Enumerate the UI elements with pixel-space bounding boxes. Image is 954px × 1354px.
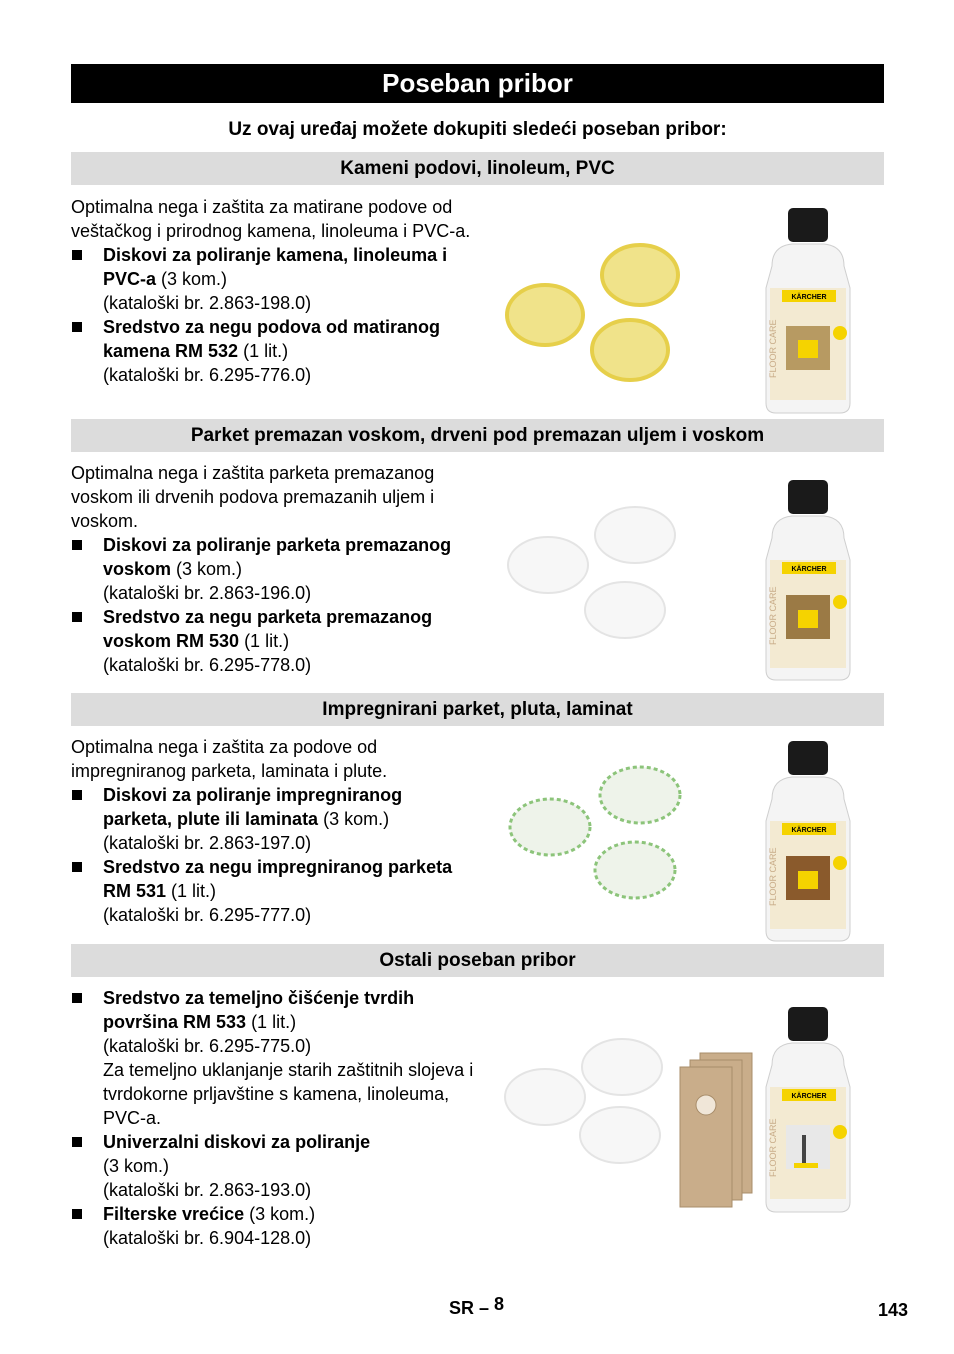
item-quantity: (1 lit.) — [246, 1012, 297, 1032]
section-heading-other: Ostali poseban pribor — [71, 944, 884, 977]
item-quantity: (1 lit.) — [166, 881, 217, 901]
item-catalog: (kataloški br. 2.863-193.0) — [103, 1180, 312, 1200]
item-catalog: (kataloški br. 2.863-198.0) — [103, 293, 312, 313]
product-illustration — [500, 470, 870, 685]
svg-text:FLOOR CARE: FLOOR CARE — [768, 847, 778, 906]
item-quantity: (3 kom.) — [244, 1204, 316, 1224]
product-illustration — [500, 200, 870, 415]
item-quantity: (3 kom.) — [156, 269, 228, 289]
svg-text:FLOOR CARE: FLOOR CARE — [768, 586, 778, 645]
item-name: Filterske vrećice — [103, 1204, 245, 1224]
list-item — [71, 243, 471, 315]
item-catalog: (kataloški br. 6.295-775.0) — [103, 1036, 312, 1056]
section-heading-stone: Kameni podovi, linoleum, PVC — [71, 152, 884, 185]
footer-language: SR – 8 — [449, 1294, 505, 1318]
section-heading-impregnated: Impregnirani parket, pluta, laminat — [71, 693, 884, 726]
polishing-pads-icon — [505, 1039, 662, 1163]
section-text-stone — [71, 195, 471, 387]
page-number: 143 — [878, 1300, 909, 1320]
section-description: Optimalna nega i zaštita za matirane podove od veštačkog i prirodnog kamena, linoleuma i PVC-a. — [71, 197, 471, 241]
item-catalog: (kataloški br. 2.863-197.0) — [103, 833, 312, 853]
section-heading-wax-parquet: Parket premazan voskom, drveni pod premazan uljem i voskom — [71, 419, 884, 452]
page-title: Poseban pribor — [71, 64, 884, 103]
care-bottle-icon — [766, 480, 850, 680]
item-name: Sredstvo za negu parketa premazanog voskom RM 530 — [103, 607, 433, 651]
item-name: Diskovi za poliranje parketa premazanog voskom — [103, 535, 452, 579]
list-item — [71, 1130, 481, 1202]
item-catalog: (kataloški br. 2.863-196.0) — [103, 583, 312, 603]
filter-bags-icon — [680, 1053, 752, 1207]
svg-text:FLOOR CARE: FLOOR CARE — [768, 1118, 778, 1177]
product-image-other — [500, 1005, 870, 1220]
care-bottle-icon — [766, 208, 850, 413]
polishing-pads-icon — [510, 767, 680, 898]
item-name: Diskovi za poliranje kamena, linoleuma i PVC-a — [103, 245, 448, 289]
item-catalog: (kataloški br. 6.295-776.0) — [103, 365, 312, 385]
polishing-pads-icon — [508, 507, 675, 638]
svg-text:KÄRCHER: KÄRCHER — [791, 1093, 827, 1100]
item-quantity: (3 kom.) — [318, 809, 390, 829]
polishing-pads-icon — [507, 245, 678, 380]
list-item — [71, 315, 471, 387]
care-bottle-icon — [766, 1007, 850, 1212]
product-image-impregnated — [500, 735, 870, 950]
svg-text:FLOOR CARE: FLOOR CARE — [768, 319, 778, 378]
care-bottle-icon — [766, 741, 850, 941]
product-image-wax-parquet — [500, 470, 870, 690]
svg-text:KÄRCHER: KÄRCHER — [791, 566, 827, 573]
item-name: Sredstvo za negu impregniranog parketa RM 531 — [103, 857, 453, 901]
item-quantity: (3 kom.) — [171, 559, 243, 579]
list-item — [71, 533, 471, 605]
svg-text:KÄRCHER: KÄRCHER — [791, 827, 827, 834]
list-item — [71, 605, 471, 677]
list-item — [71, 986, 481, 1130]
item-catalog: (kataloški br. 6.904-128.0) — [103, 1228, 312, 1248]
item-quantity: (3 kom.) — [103, 1156, 170, 1176]
svg-text:KÄRCHER: KÄRCHER — [791, 294, 827, 301]
item-catalog: (kataloški br. 6.295-777.0) — [103, 905, 312, 925]
product-illustration — [500, 735, 870, 945]
list-item — [71, 1202, 481, 1250]
item-name: Sredstvo za negu podova od matiranog kamena RM 532 — [103, 317, 441, 361]
item-catalog: (kataloški br. 6.295-778.0) — [103, 655, 312, 675]
product-illustration — [500, 1005, 870, 1215]
product-image-stone — [500, 200, 870, 420]
item-quantity: (1 lit.) — [238, 341, 289, 361]
section-text-impregnated — [71, 735, 471, 927]
intro-text: Uz ovaj uređaj možete dokupiti sledeći poseban pribor: — [228, 119, 727, 140]
list-item — [71, 783, 471, 855]
section-description: Optimalna nega i zaštita parketa premazanog voskom ili drvenih podova premazanih uljem i voskom. — [71, 463, 435, 531]
section-description: Optimalna nega i zaštita za podove od impregniranog parketa, laminata i plute. — [71, 737, 388, 781]
section-text-wax-parquet — [71, 461, 471, 677]
list-item — [71, 855, 471, 927]
section-text-other — [71, 986, 481, 1250]
item-name: Univerzalni diskovi za poliranje — [103, 1132, 371, 1152]
item-extra-description: Za temeljno uklanjanje starih zaštitnih slojeva i tvrdokorne prljavštine s kamena, linoleuma, PVC-a. — [103, 1060, 474, 1128]
item-name: Sredstvo za temeljno čišćenje tvrdih površina RM 533 — [103, 988, 415, 1032]
item-name: Diskovi za poliranje impregniranog parketa, plute ili laminata — [103, 785, 403, 829]
item-quantity: (1 lit.) — [239, 631, 290, 651]
